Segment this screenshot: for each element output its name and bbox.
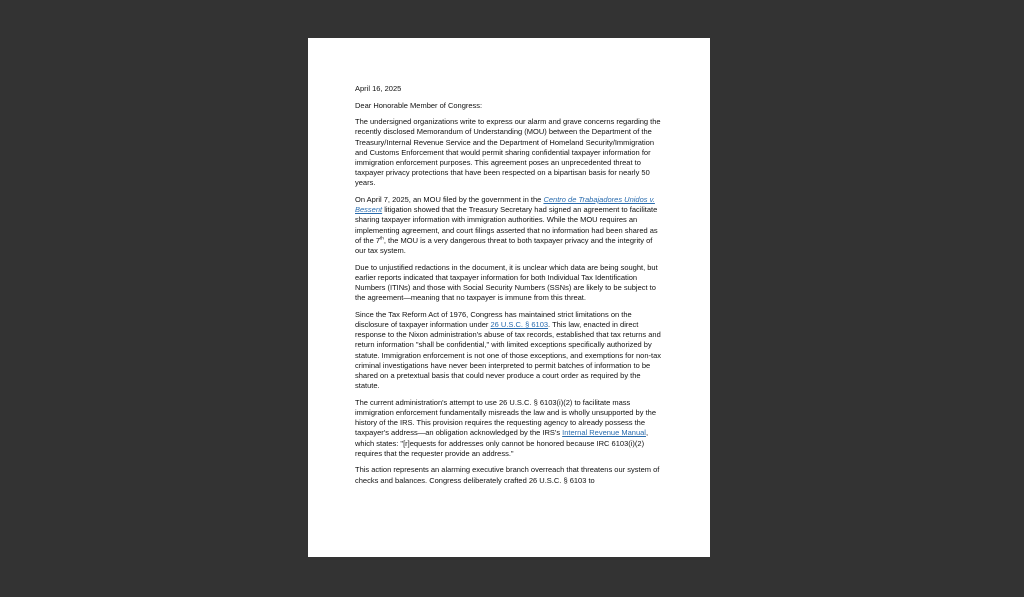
letter-salutation: Dear Honorable Member of Congress: <box>355 100 483 110</box>
paragraph-4-text-start: Since the Tax Reform Act of 1976, Congress has maintained strict limitations on the disclosure of taxpayer information under <box>355 309 632 330</box>
letter-body <box>355 84 662 492</box>
case-link[interactable]: Centro de Trabajadores Unidos v. Bessent <box>355 195 655 215</box>
paragraph-4-text-end: . This law, enacted in direct response to the Nixon administration's abuse of tax records, established that tax returns and return information "shall be confidential," with limited exceptions specifically authorized by statute. Immigration enforcement is not one of those exceptions, and exemptions for non-tax criminal investigations have never been interpreted to permit batches of information to be shared on a pretextual basis that could never produce a court order as required by the statute. <box>355 320 662 391</box>
statute-link[interactable]: 26 U.S.C. § 6103 <box>490 320 549 330</box>
paragraph-2 <box>355 195 662 256</box>
paragraph-4 <box>355 310 662 392</box>
paragraph-1: The undersigned organizations write to express our alarm and grave concerns regarding the recently disclosed Memorandum of Understanding (MOU) between the Department of the Treasury/Internal Revenue Service and the Department of Homeland Security/Immigration and Customs Enforcement that would permit sharing confidential taxpayer information for immigration enforcement purposes. This agreement poses an unprecedented threat to taxpayer privacy protections that have been respected on a bipartisan basis for nearly 50 years. <box>355 117 661 188</box>
document-page <box>308 38 710 557</box>
paragraph-2-text-end: , the MOU is a very dangerous threat to both taxpayer privacy and the integrity of our tax system. <box>355 235 653 256</box>
paragraph-5 <box>355 398 662 459</box>
ordinal-superscript: th <box>380 235 384 241</box>
paragraph-6: This action represents an alarming executive branch overreach that threatens our system of checks and balances. Congress deliberately crafted 26 U.S.C. § 6103 to <box>355 465 660 485</box>
paragraph-5-text-end: , which states: "[r]equests for addresses only cannot be honored because IRC 6103(i)(2) requires that the requester provide an address." <box>355 428 649 458</box>
paragraph-5-text-start: The current administration's attempt to use 26 U.S.C. § 6103(i)(2) to facilitate mass immigration enforcement fundamentally misreads the law and is wholly unsupported by the history of the IRS. This provision requires the requesting agency to already possess the taxpayer's address—an obligation acknowledged by the IRS's <box>355 397 656 438</box>
letter-date: April 16, 2025 <box>355 84 402 93</box>
paragraph-2-text-mid: litigation showed that the Treasury Secretary had signed an agreement to facilitate sharing taxpayer information with immigration authorities. While the MOU requires an implementing agreement, and court filings asserted that no information had been shared as of the 7 <box>355 205 658 245</box>
irm-link[interactable]: Internal Revenue Manual <box>562 428 646 438</box>
paragraph-2-text-start: On April 7, 2025, an MOU filed by the government in the <box>355 195 544 204</box>
paragraph-3: Due to unjustified redactions in the document, it is unclear which data are being sought, but earlier reports indicated that taxpayer information for both Individual Tax Identification Numbers (ITINs) and those with Social Security Numbers (SSNs) are likely to be subject to the agreement—meaning that no taxpayer is immune from this threat. <box>355 262 658 303</box>
